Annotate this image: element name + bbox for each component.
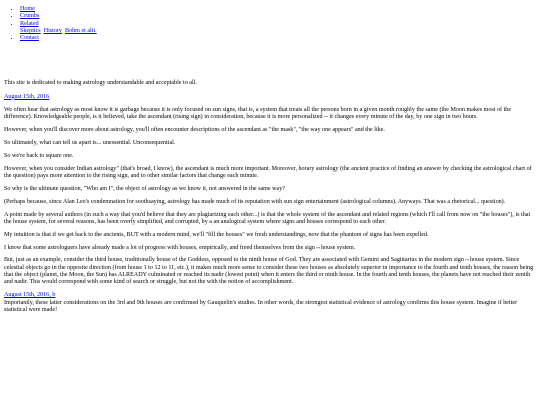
- related-link[interactable]: Related: [20, 20, 39, 27]
- post-paragraph: We often hear that astrology as most know it is garbage because it is only focused on sun signs, that is, a system that treats all the persons born in a given month roughly the same (the Moon makes most of the difference). Knowledgeable people, is it believed, take the ascendant (rising sign) in consideration, because it is more personalized -- it changes every minute of the day, by one sign in two hours.: [4, 106, 512, 120]
- contact-link[interactable]: Contact: [20, 35, 39, 42]
- post-paragraph: (Perhaps because, since Alan Leo's condemnation for soothsaying, astrology has made much of its reputation with sun sign entertainment (astrological columns). Anyways. That was a rhetorical... question).: [4, 198, 506, 205]
- post-date-link[interactable]: August 15th, 2016, b: [4, 292, 56, 299]
- post-1: [4, 94, 536, 287]
- post-paragraph: A point made by several authors (in such a way that you'd believe that they are plagiarizing each other...) is that the whole system of the ascendant and related regions (which I'll call from now on "the houses"), is that the house system, for several reasons, has been overly simplified, and corrupted, by a an analogical system where signs and houses correspond to each other.: [4, 211, 531, 225]
- post-paragraph: So ultimately, what can tell us apart is... unessential. Unconsequential.: [4, 139, 176, 146]
- post-paragraph: But, just as an example, consider the third house, traditionally house of the Goddess, opposed to the ninth house of God. They are associated with Gemini and Sagittarius in the modern sign↔house system. Since celestial objects go in the opposite direction (from house 1 to 12 to 11, etc.), it makes much more sense to consider these two houses as absolutely superior in importance to the fourth and tenth houses, the reason being that the object (planet, the Moon, the Sun) has ALREADY culminated or reached its nadir (lowest point) when it enters the third or ninth house. In the fourth and tenth houses, the planets have not reached their zenith and nadir. This would correspond with some kind of search or struggle, but not the with the notion of accomplishment.: [4, 257, 534, 286]
- post-paragraph: However, when you'll discover more about astrology, you'll often encounter descriptions of the ascendant as "the mask", "the way one appears" and the like.: [4, 126, 385, 133]
- nav-item-contact: [20, 35, 536, 42]
- post-paragraph: I know that some astrologuers have already made a lot of progress with houses, empirically, and freed themselves from the sign↔house system.: [4, 244, 356, 251]
- post-paragraph: So why is the ultimate question, "Who am I", the object of astrology as we know it, not answered in the same way?: [4, 185, 285, 192]
- nav-item-related: [20, 21, 536, 36]
- post-paragraph: Importantly, these latter considerations on the 3rd and 9th houses are confirmed by Gauquelin's studies. In other words, the strongest statistical evidence of astrology confirms this house system. Imagine if better statistical were made!: [4, 299, 518, 313]
- post-paragraph: However, when you consider Indian astrology" (that's broad, I know), the ascendant is much more important. Moreover, horary astrology (the ancient practice of finding an answer by checking the astrological chart of the question) pays more attention to the rising sign, and to other similar factors that change each minute.: [4, 165, 532, 179]
- skeptics-link[interactable]: Skeptics: [20, 27, 41, 34]
- related-sublist: [20, 28, 536, 35]
- crumbs-link[interactable]: Crumbs: [20, 13, 40, 20]
- home-link[interactable]: Home: [20, 6, 35, 12]
- nav-item-crumbs: [20, 13, 536, 20]
- post-date-link[interactable]: August 15th, 2016: [4, 93, 50, 100]
- post-paragraph: My intuition is that if we get back to the ancients, BUT with a modern mind, we'll "fill the houses" we fresh understandings, now that the phantom of signs has been expelled.: [4, 231, 429, 238]
- site-nav: [4, 6, 536, 42]
- post-paragraph: So we're back to square one.: [4, 152, 74, 159]
- nav-item-home: [20, 6, 536, 13]
- post-2: [4, 292, 536, 314]
- history-link[interactable]: History: [43, 27, 62, 34]
- site-intro: This site is dedicated to making astrology understandable and acceptable to all.: [4, 80, 197, 87]
- bohm-link[interactable]: Bohm et alii.: [65, 27, 97, 34]
